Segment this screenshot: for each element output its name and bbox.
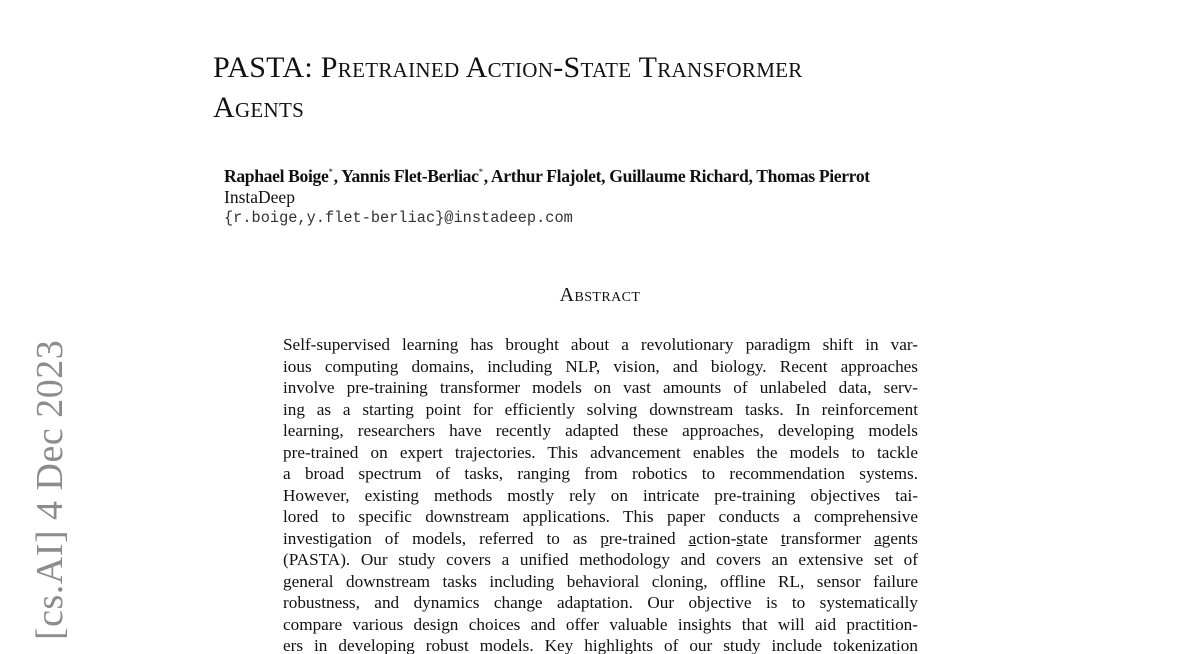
- abstract-body: [283, 334, 918, 654]
- author-block: [224, 161, 1024, 229]
- abstract-line: involve pre-training transformer models on vast amounts of unlabeled data, serv-: [283, 378, 918, 397]
- equal-contribution-mark: *: [478, 167, 483, 177]
- abstract-heading: Abstract: [559, 284, 641, 306]
- abstract-line: robustness, and dynamics change adaptation. Our objective is to systematically: [283, 593, 918, 612]
- author-list: Raphael Boige*, Yannis Flet-Berliac*, Arthur Flajolet, Guillaume Richard, Thomas Pierrot: [224, 166, 870, 186]
- abstract-line: ers in developing robust models. Key highlights of our study include tokenization: [283, 636, 918, 654]
- abstract-line: Self-supervised learning has brought about a revolutionary paradigm shift in var-: [283, 335, 918, 354]
- abstract-line: pre-trained on expert trajectories. This advancement enables the models to tackle: [283, 442, 918, 462]
- equal-contribution-mark: *: [328, 167, 333, 177]
- author-email: {r.boige,y.flet-berliac}@instadeep.com: [224, 209, 573, 227]
- author-name: Arthur Flajolet: [490, 166, 602, 186]
- abstract-line: compare various design choices and offer valuable insights that will aid practition-: [283, 614, 918, 634]
- title-line-2: Agents: [213, 91, 305, 124]
- abstract-line: a broad spectrum of tasks, ranging from robotics to recommendation systems.: [283, 464, 918, 483]
- arxiv-stamp-text: [cs.AI] 4 Dec 2023: [29, 339, 71, 640]
- abstract-line: lored to specific downstream applications. This paper conducts a comprehensive: [283, 507, 918, 526]
- author-name: Raphael Boige: [224, 166, 329, 186]
- arxiv-side-stamp: [22, 315, 78, 640]
- author-name: Yannis Flet-Berliac: [341, 166, 479, 186]
- abstract-line: learning, researchers have recently adapted these approaches, developing models: [283, 421, 918, 440]
- abstract-line: ing as a starting point for efficiently solving downstream tasks. In reinforcement: [283, 399, 918, 419]
- author-name: Guillaume Richard: [609, 166, 749, 186]
- abstract-line: (PASTA). Our study covers a unified methodology and covers an extensive set of: [283, 550, 918, 569]
- author-name: Thomas Pierrot: [756, 166, 870, 186]
- title-line-1: PASTA: Pretrained Action-State Transformer: [213, 51, 803, 84]
- affiliation: InstaDeep: [224, 187, 295, 207]
- paper-title: [213, 48, 1033, 128]
- abstract-line: general downstream tasks including behavioral cloning, offline RL, sensor failure: [283, 571, 918, 591]
- abstract-line: ious computing domains, including NLP, vision, and biology. Recent approaches: [283, 356, 918, 376]
- abstract-line: investigation of models, referred to as pre-trained action-state transformer agents: [283, 528, 918, 548]
- abstract-line: However, existing methods mostly rely on intricate pre-training objectives tai-: [283, 485, 918, 505]
